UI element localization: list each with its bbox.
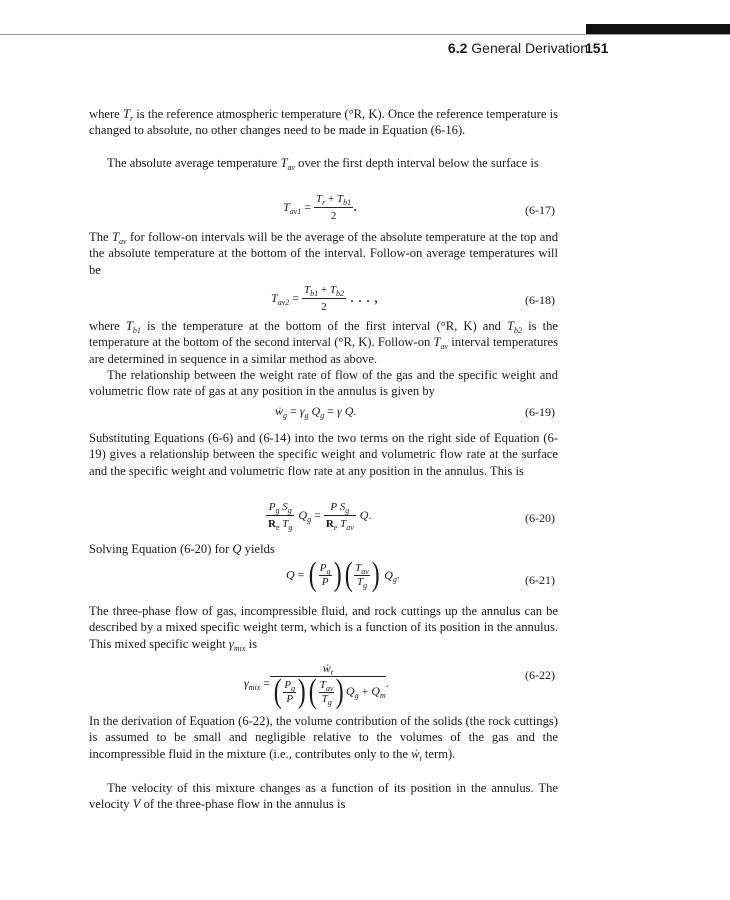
paragraph-7: Solving Equation (6-20) for Q yields <box>89 542 275 556</box>
equation-number-6-17: (6-17) <box>525 203 555 217</box>
paragraph-4: where $T_{b1}$ is the temperature at the bottom of the first interval (°R, K) and $T_{b2}$ is the temperature at the bottom of the second interval (°R, K). Follow-on $T_{av}$ interval temperatures are determined in sequence in a similar method as above. <box>89 319 558 366</box>
equation-6-20: $\frac{P_g S_g}{R_e T_g}$ $Q_g$ = $\frac{P S_g}{R_e T_{av}}$ Q. <box>268 501 372 532</box>
header-rule <box>0 34 730 35</box>
paragraph-2: The absolute average temperature $T_{av}$ over the first depth interval below the surface is <box>107 156 539 172</box>
paragraph-8: The three-phase flow of gas, incompressible fluid, and rock cuttings up the annulus can be described by a mixed specific weight term, which is a function of its position in the annulus. This mixed specific weight $\gamma_{mix}$ is <box>89 604 558 653</box>
equation-6-18: $T_{av2}$ = $\frac{T_{b1} + T_{b2}}{2}$ . . . , <box>271 284 378 313</box>
section-title: General Derivation <box>471 40 588 56</box>
equation-number-6-22: (6-22) <box>525 668 555 682</box>
header-bar <box>586 24 730 34</box>
paragraph-5: The relationship between the weight rate of flow of the gas and the specific weight and volumetric flow rate of gas at any position in the annulus is given by <box>89 368 558 399</box>
page-number: 151 <box>585 40 609 56</box>
equation-number-6-19: (6-19) <box>525 405 555 419</box>
running-head <box>448 40 588 56</box>
section-number: 6.2 <box>447 40 468 56</box>
equation-number-6-20: (6-20) <box>525 511 555 525</box>
paragraph-9: In the derivation of Equation (6-22), the volume contribution of the solids (the rock cuttings) is assumed to be small and negligible relative to the volumes of the gas and the incompressible fluid in the mixture (i.e., contributes only to the ẇ$_t$ term). <box>89 714 558 763</box>
equation-6-22: $\gamma_{mix}$ = ẇ$_t$ ( $\frac{P_g}{P}$ )( $\frac{T_{av}}{T_g}$ ) $Q_g + Q_m$ . <box>244 661 389 710</box>
equation-6-19: ẇ$_g$ = $\gamma_g$ $Q_g = \gamma$ Q. <box>275 404 357 420</box>
equation-number-6-21: (6-21) <box>525 573 555 587</box>
paragraph-10: The velocity of this mixture changes as a function of its position in the annulus. The velocity V of the three-phase flow in the annulus is <box>89 781 558 812</box>
equation-6-17: $T_{av1}$ = $\frac{T_r + T_{b1}}{2}$ . <box>283 193 358 222</box>
paragraph-3: The $T_{av}$ for follow-on intervals will be the average of the absolute temperature at the top and the absolute temperature at the bottom of the interval. Follow-on average temperatures will be <box>89 230 558 277</box>
paragraph-1: where $T_r$ is the reference atmospheric temperature (°R, K). Once the reference temperature is changed to absolute, no other changes need to be made in Equation (6-16). <box>89 107 559 138</box>
equation-number-6-18: (6-18) <box>525 293 555 307</box>
equation-6-21: Q = ( $\frac{P_g}{P}$ )( $\frac{T_{av}}{T_g}$ ) $Q_g$. <box>286 556 400 593</box>
paragraph-6: Substituting Equations (6-6) and (6-14) into the two terms on the right side of Equation (6-19) gives a relationship between the specific weight and volumetric flow rate at the surface and the specific weight and volumetric flow rate at any position in the annulus. This is <box>89 431 558 478</box>
